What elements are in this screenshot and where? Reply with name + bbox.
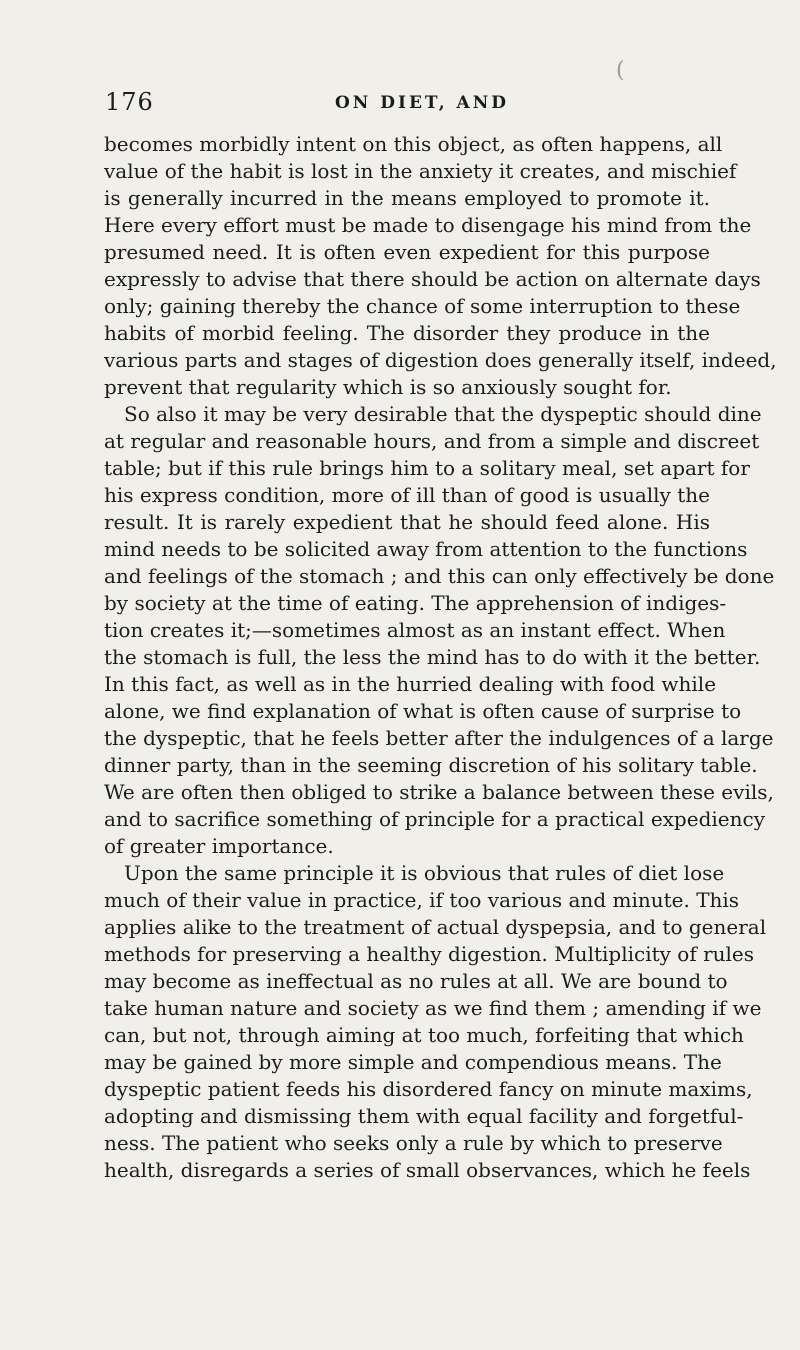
text-line: his express condition, more of ill than of good is usually the [104, 483, 710, 507]
text-line: dinner party, than in the seeming discretion of his solitary table. [104, 753, 758, 777]
text-line: habits of morbid feeling. The disorder they produce in the [104, 321, 710, 345]
text-line: various parts and stages of digestion does generally itself, indeed, [104, 348, 777, 372]
text-line: can, but not, through aiming at too much, forfeiting that which [104, 1023, 744, 1047]
body-text [104, 131, 777, 1184]
text-line: take human nature and society as we find them ; amending if we [104, 996, 762, 1020]
text-line: and feelings of the stomach ; and this can only effectively be done [104, 564, 775, 588]
text-line: So also it may be very desirable that the dyspeptic should dine [124, 402, 762, 426]
text-line: much of their value in practice, if too various and minute. This [104, 888, 740, 912]
text-line: only; gaining thereby the chance of some interruption to these [104, 294, 741, 318]
text-line: adopting and dismissing them with equal facility and forgetful- [104, 1104, 744, 1128]
text-line: dyspeptic patient feeds his disordered fancy on minute maxims, [104, 1077, 753, 1101]
text-line: mind needs to be solicited away from attention to the functions [104, 537, 748, 561]
text-line: the dyspeptic, that he feels better after the indulgences of a large [104, 726, 774, 750]
text-line: ness. The patient who seeks only a rule by which to preserve [104, 1131, 723, 1155]
text-line: is generally incurred in the means employed to promote it. [104, 186, 710, 210]
running-title: ON DIET, AND [335, 93, 510, 113]
text-line: tion creates it;—sometimes almost as an instant effect. When [104, 618, 726, 642]
text-line: value of the habit is lost in the anxiety it creates, and mischief [104, 159, 737, 183]
text-line: the stomach is full, the less the mind has to do with it the better. [104, 645, 761, 669]
text-line: of greater importance. [104, 834, 334, 858]
running-head [105, 88, 705, 118]
text-line: and to sacrifice something of principle for a practical expediency [104, 807, 765, 831]
text-line: at regular and reasonable hours, and from a simple and discreet [104, 429, 760, 453]
text-line: expressly to advise that there should be action on alternate days [104, 267, 761, 291]
text-line: by society at the time of eating. The apprehension of indiges- [104, 591, 727, 615]
text-line: presumed need. It is often even expedient for this purpose [104, 240, 710, 264]
text-line: result. It is rarely expedient that he should feed alone. His [104, 510, 710, 534]
text-line: table; but if this rule brings him to a solitary meal, set apart for [104, 456, 750, 480]
text-line: prevent that regularity which is so anxiously sought for. [104, 375, 672, 399]
page-number: 176 [105, 88, 154, 116]
text-line: may become as ineffectual as no rules at all. We are bound to [104, 969, 728, 993]
text-line: alone, we find explanation of what is often cause of surprise to [104, 699, 742, 723]
text-line: becomes morbidly intent on this object, as often happens, all [104, 132, 723, 156]
text-line: health, disregards a series of small observances, which he feels [104, 1158, 751, 1182]
text-line: We are often then obliged to strike a balance between these evils, [104, 780, 774, 804]
text-line: applies alike to the treatment of actual dyspepsia, and to general [104, 915, 767, 939]
text-line: methods for preserving a healthy digestion. Multiplicity of rules [104, 942, 755, 966]
text-line: Upon the same principle it is obvious that rules of diet lose [124, 861, 725, 885]
text-line: may be gained by more simple and compendious means. The [104, 1050, 722, 1074]
text-line: Here every effort must be made to disengage his mind from the [104, 213, 752, 237]
stray-mark: ( [616, 58, 625, 83]
text-line: In this fact, as well as in the hurried dealing with food while [104, 672, 717, 696]
